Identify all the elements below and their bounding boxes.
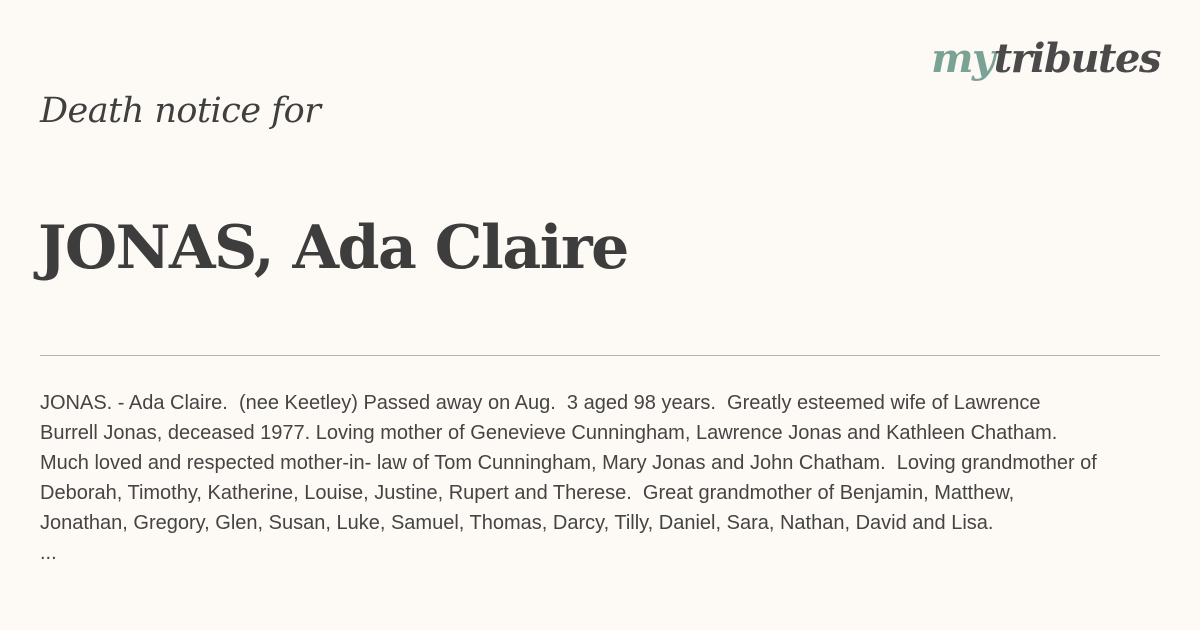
logo-tributes: tributes <box>993 35 1160 82</box>
divider <box>40 355 1160 356</box>
notice-line: Deborah, Timothy, Katherine, Louise, Justine, Rupert and Therese. Great grandmother of Benjamin, Matthew, <box>40 482 1015 504</box>
notice-text <box>40 388 1200 568</box>
mytributes-logo <box>931 34 1160 84</box>
logo-my: my <box>931 35 994 82</box>
page-subtitle: Death notice for <box>40 91 321 131</box>
notice-line: JONAS. - Ada Claire. (nee Keetley) Passed away on Aug. 3 aged 98 years. Greatly esteemed wife of Lawrence <box>40 392 1041 414</box>
notice-line: Much loved and respected mother-in- law of Tom Cunningham, Mary Jonas and John Chatham. Loving grandmother of <box>40 452 1097 474</box>
notice-line: Jonathan, Gregory, Glen, Susan, Luke, Samuel, Thomas, Darcy, Tilly, Daniel, Sara, Nathan, David and Lisa. <box>40 512 994 534</box>
deceased-name: JONAS, Ada Claire <box>38 213 628 283</box>
notice-line: Burrell Jonas, deceased 1977. Loving mother of Genevieve Cunningham, Lawrence Jonas and Kathleen Chatham. <box>40 422 1058 444</box>
notice-ellipsis: ... <box>40 542 57 564</box>
